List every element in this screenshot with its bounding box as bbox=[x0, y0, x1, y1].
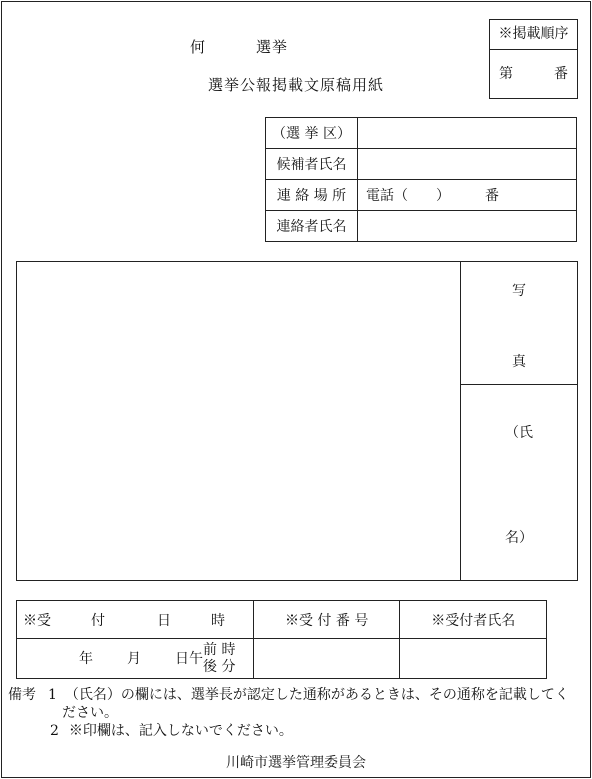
pm-minute-label: 後 分 bbox=[203, 658, 236, 675]
note-2-number: 2 bbox=[50, 723, 59, 739]
photo-label-1: 写 bbox=[512, 283, 526, 299]
table-row bbox=[266, 118, 577, 149]
am-hour-label: 前 時 bbox=[203, 641, 236, 658]
reception-header-part: 時 bbox=[211, 612, 225, 629]
contact-person-label: 連絡者氏名 bbox=[266, 211, 358, 242]
note-1-text: （氏名）の欄には、選挙長が認定した通称があるときは、その通称を記載してく bbox=[64, 687, 569, 703]
year-label: 年 bbox=[79, 650, 93, 667]
publication-order-label: ※掲載順序 bbox=[490, 20, 577, 50]
note-item-1-continued bbox=[8, 704, 588, 722]
reception-number-header: ※受 付 番 号 bbox=[253, 601, 400, 639]
order-suffix: 番 bbox=[554, 66, 568, 82]
table-row bbox=[17, 639, 547, 679]
month-label: 月 bbox=[127, 650, 141, 667]
note-2-text: ※印欄は、記入しないでください。 bbox=[68, 723, 293, 739]
table-row bbox=[266, 211, 577, 242]
district-label: （選 挙 区） bbox=[266, 118, 358, 149]
reception-header-part: ※受 bbox=[23, 612, 51, 629]
contact-person-field[interactable] bbox=[358, 211, 577, 242]
candidate-name-label: 候補者氏名 bbox=[266, 149, 358, 180]
publication-order-number[interactable] bbox=[490, 50, 577, 98]
manuscript-area[interactable] bbox=[16, 261, 578, 581]
table-row bbox=[266, 180, 577, 211]
photo-label-2: 真 bbox=[512, 354, 526, 370]
election-name-prefix: 何 bbox=[190, 38, 207, 56]
name-label-1: （氏 bbox=[505, 425, 533, 441]
table-row bbox=[266, 149, 577, 180]
ampm-stack bbox=[203, 642, 235, 676]
election-name-suffix: 選挙 bbox=[256, 38, 289, 56]
ampm-label: 午 bbox=[189, 650, 203, 667]
reception-table bbox=[16, 600, 547, 679]
election-title bbox=[190, 36, 288, 57]
contact-phone-field[interactable]: 電話（ ） 番 bbox=[358, 180, 577, 211]
receiver-name-header: ※受付者氏名 bbox=[400, 601, 547, 639]
notes-section bbox=[8, 686, 588, 740]
note-item-2 bbox=[8, 722, 588, 740]
candidate-info-table bbox=[265, 117, 577, 242]
reception-number-field[interactable] bbox=[253, 639, 400, 679]
note-item-1 bbox=[8, 686, 588, 704]
issuer-name: 川崎市選挙管理委員会 bbox=[226, 755, 366, 771]
note-1-number: 1 bbox=[48, 687, 57, 703]
reception-datetime-field[interactable] bbox=[17, 639, 254, 679]
table-row bbox=[17, 601, 547, 639]
day-label: 日 bbox=[175, 650, 189, 667]
contact-place-label: 連 絡 場 所 bbox=[266, 180, 358, 211]
district-field[interactable] bbox=[358, 118, 577, 149]
note-1-continuation: ださい。 bbox=[62, 705, 118, 721]
reception-header-part: 日 bbox=[157, 612, 171, 629]
candidate-name-field[interactable] bbox=[358, 149, 577, 180]
name-label-2: 名） bbox=[505, 530, 533, 546]
photo-column bbox=[460, 262, 577, 580]
reception-header-part: 付 bbox=[91, 612, 105, 629]
notes-label: 備考 bbox=[8, 687, 36, 703]
publication-order-box bbox=[489, 19, 578, 99]
order-prefix: 第 bbox=[499, 66, 513, 82]
receiver-name-field[interactable] bbox=[400, 639, 547, 679]
photo-box[interactable] bbox=[461, 262, 577, 385]
reception-datetime-header bbox=[17, 601, 254, 639]
form-title: 選挙公報掲載文原稿用紙 bbox=[207, 76, 384, 94]
